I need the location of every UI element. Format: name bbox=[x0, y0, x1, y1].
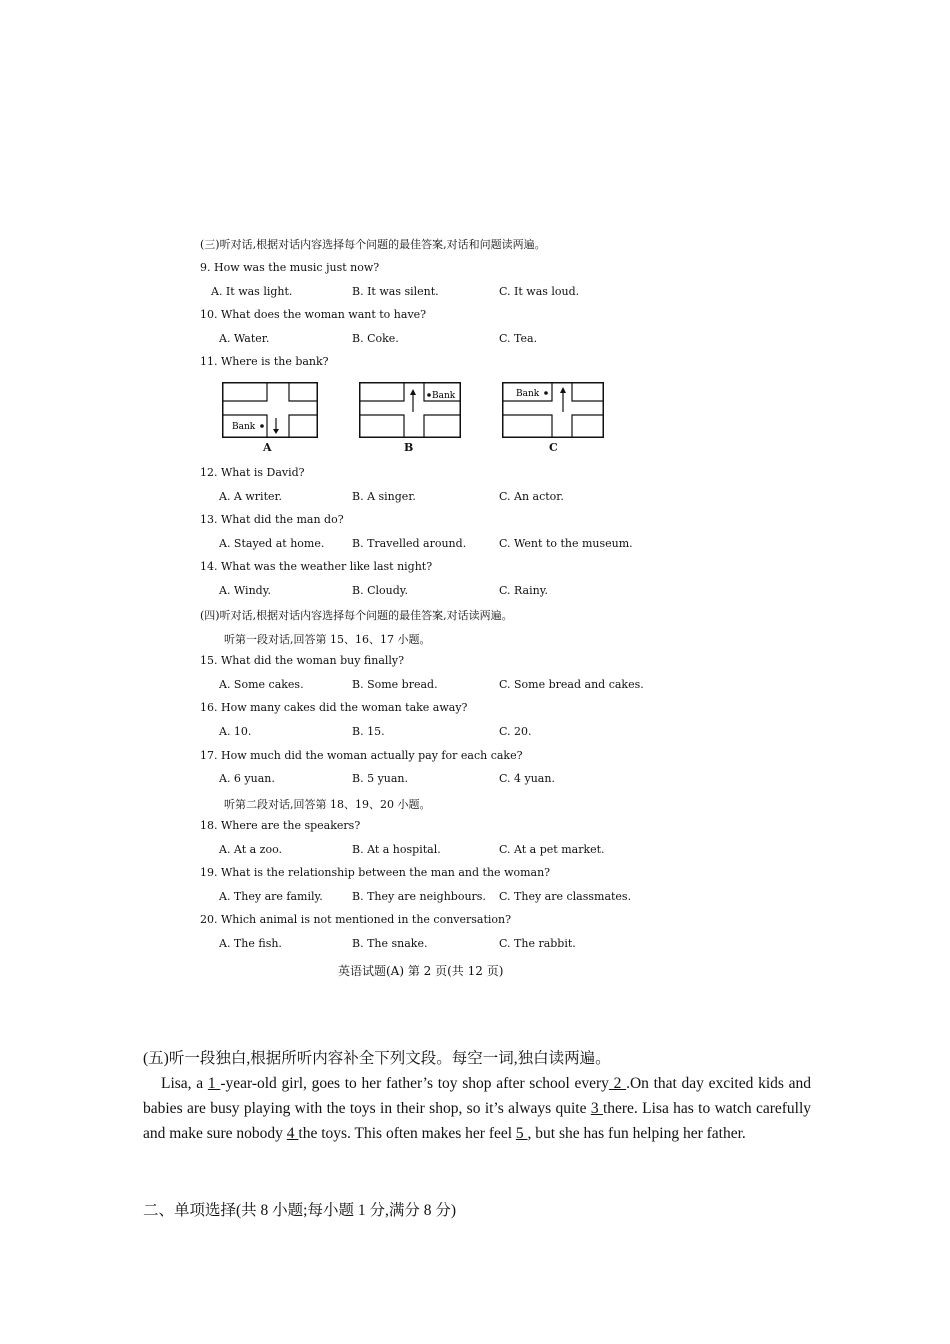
question-16: 16. How many cakes did the woman take away? bbox=[200, 701, 468, 714]
q17-option-c: C. 4 yuan. bbox=[499, 772, 555, 785]
q16-option-c: C. 20. bbox=[499, 725, 532, 738]
section-5-header: (五)听一段独白,根据所听内容补全下列文段。每空一词,独白读两遍。 bbox=[143, 1050, 611, 1067]
q19-option-c: C. They are classmates. bbox=[499, 890, 632, 903]
q12-option-b: B. A singer. bbox=[352, 490, 416, 503]
question-20: 20. Which animal is not mentioned in the conversation? bbox=[200, 913, 512, 926]
q17-option-b: B. 5 yuan. bbox=[352, 772, 409, 785]
question-11: 11. Where is the bank? bbox=[200, 355, 329, 368]
q18-option-b: B. At a hospital. bbox=[352, 843, 441, 856]
question-10: 10. What does the woman want to have? bbox=[200, 308, 427, 321]
question-12: 12. What is David? bbox=[200, 466, 305, 479]
passage-text-5: the toys. This often makes her feel bbox=[298, 1125, 516, 1142]
map-c-bank-label: Bank bbox=[516, 389, 540, 399]
q17-option-a: A. 6 yuan. bbox=[219, 772, 275, 785]
question-15: 15. What did the woman buy finally? bbox=[200, 654, 405, 667]
blank-2: 2 bbox=[608, 1075, 627, 1092]
q19-option-b: B. They are neighbours. bbox=[352, 890, 486, 903]
section-5-passage bbox=[143, 1071, 811, 1146]
question-19: 19. What is the relationship between the man and the woman? bbox=[200, 866, 551, 879]
map-c bbox=[502, 382, 604, 438]
q10-option-c: C. Tea. bbox=[499, 332, 538, 345]
question-17: 17. How much did the woman actually pay for each cake? bbox=[200, 749, 523, 762]
map-a bbox=[222, 382, 318, 438]
q20-option-b: B. The snake. bbox=[352, 937, 428, 950]
question-18: 18. Where are the speakers? bbox=[200, 819, 361, 832]
section-2-title: 二、单项选择(共 8 小题;每小题 1 分,满分 8 分) bbox=[143, 1202, 457, 1219]
passage-text-4: there. Lisa has to watch carefully and make sure nobody bbox=[143, 1100, 812, 1142]
q14-option-a: A. Windy. bbox=[219, 584, 271, 597]
dialog-1-instruction: 听第一段对话,回答第 15、16、17 小题。 bbox=[224, 633, 431, 646]
map-a-label: A bbox=[263, 441, 272, 454]
q13-option-b: B. Travelled around. bbox=[352, 537, 467, 550]
q10-option-a: A. Water. bbox=[219, 332, 270, 345]
passage-text-2: -year-old girl, goes to her father’s toy shop after school every bbox=[220, 1075, 609, 1092]
map-c-label: C bbox=[549, 441, 558, 454]
dialog-2-instruction: 听第二段对话,回答第 18、19、20 小题。 bbox=[224, 798, 431, 811]
blank-5: 5 bbox=[515, 1125, 528, 1142]
blank-4: 4 bbox=[286, 1125, 299, 1142]
map-b-bank-label: Bank bbox=[432, 391, 456, 401]
q19-option-a: A. They are family. bbox=[219, 890, 323, 903]
section-5 bbox=[143, 1046, 811, 1146]
q20-option-a: A. The fish. bbox=[219, 937, 282, 950]
blank-1: 1 bbox=[207, 1075, 221, 1092]
question-14: 14. What was the weather like last night? bbox=[200, 560, 433, 573]
q14-option-b: B. Cloudy. bbox=[352, 584, 409, 597]
q20-option-c: C. The rabbit. bbox=[499, 937, 576, 950]
q16-option-a: A. 10. bbox=[219, 725, 252, 738]
map-b bbox=[359, 382, 461, 438]
section-4-header: (四)听对话,根据对话内容选择每个问题的最佳答案,对话读两遍。 bbox=[200, 609, 513, 622]
passage-text-1: Lisa, a bbox=[161, 1075, 208, 1092]
page-footer: 英语试题(A) 第 2 页(共 12 页) bbox=[338, 964, 504, 978]
q12-option-c: C. An actor. bbox=[499, 490, 564, 503]
q18-option-c: C. At a pet market. bbox=[499, 843, 605, 856]
section-3-header: (三)听对话,根据对话内容选择每个问题的最佳答案,对话和问题读两遍。 bbox=[200, 238, 546, 251]
passage-text-3: .On that day excited kids and babies are busy playing with the toys in their shop, so it’s always quite bbox=[143, 1075, 811, 1117]
q15-option-a: A. Some cakes. bbox=[219, 678, 304, 691]
q14-option-c: C. Rainy. bbox=[499, 584, 548, 597]
q18-option-a: A. At a zoo. bbox=[219, 843, 283, 856]
question-13: 13. What did the man do? bbox=[200, 513, 344, 526]
q16-option-b: B. 15. bbox=[352, 725, 385, 738]
q9-option-a: A. It was light. bbox=[211, 285, 293, 298]
q13-option-c: C. Went to the museum. bbox=[499, 537, 633, 550]
q13-option-a: A. Stayed at home. bbox=[219, 537, 325, 550]
question-9: 9. How was the music just now? bbox=[200, 261, 380, 274]
blank-3: 3 bbox=[590, 1100, 603, 1117]
q15-option-b: B. Some bread. bbox=[352, 678, 438, 691]
q9-option-b: B. It was silent. bbox=[352, 285, 439, 298]
q12-option-a: A. A writer. bbox=[219, 490, 283, 503]
map-b-label: B bbox=[404, 441, 414, 454]
map-a-bank-label: Bank bbox=[232, 422, 256, 432]
passage-text-6: , but she has fun helping her father. bbox=[527, 1125, 746, 1142]
q9-option-c: C. It was loud. bbox=[499, 285, 580, 298]
q15-option-c: C. Some bread and cakes. bbox=[499, 678, 644, 691]
q10-option-b: B. Coke. bbox=[352, 332, 399, 345]
